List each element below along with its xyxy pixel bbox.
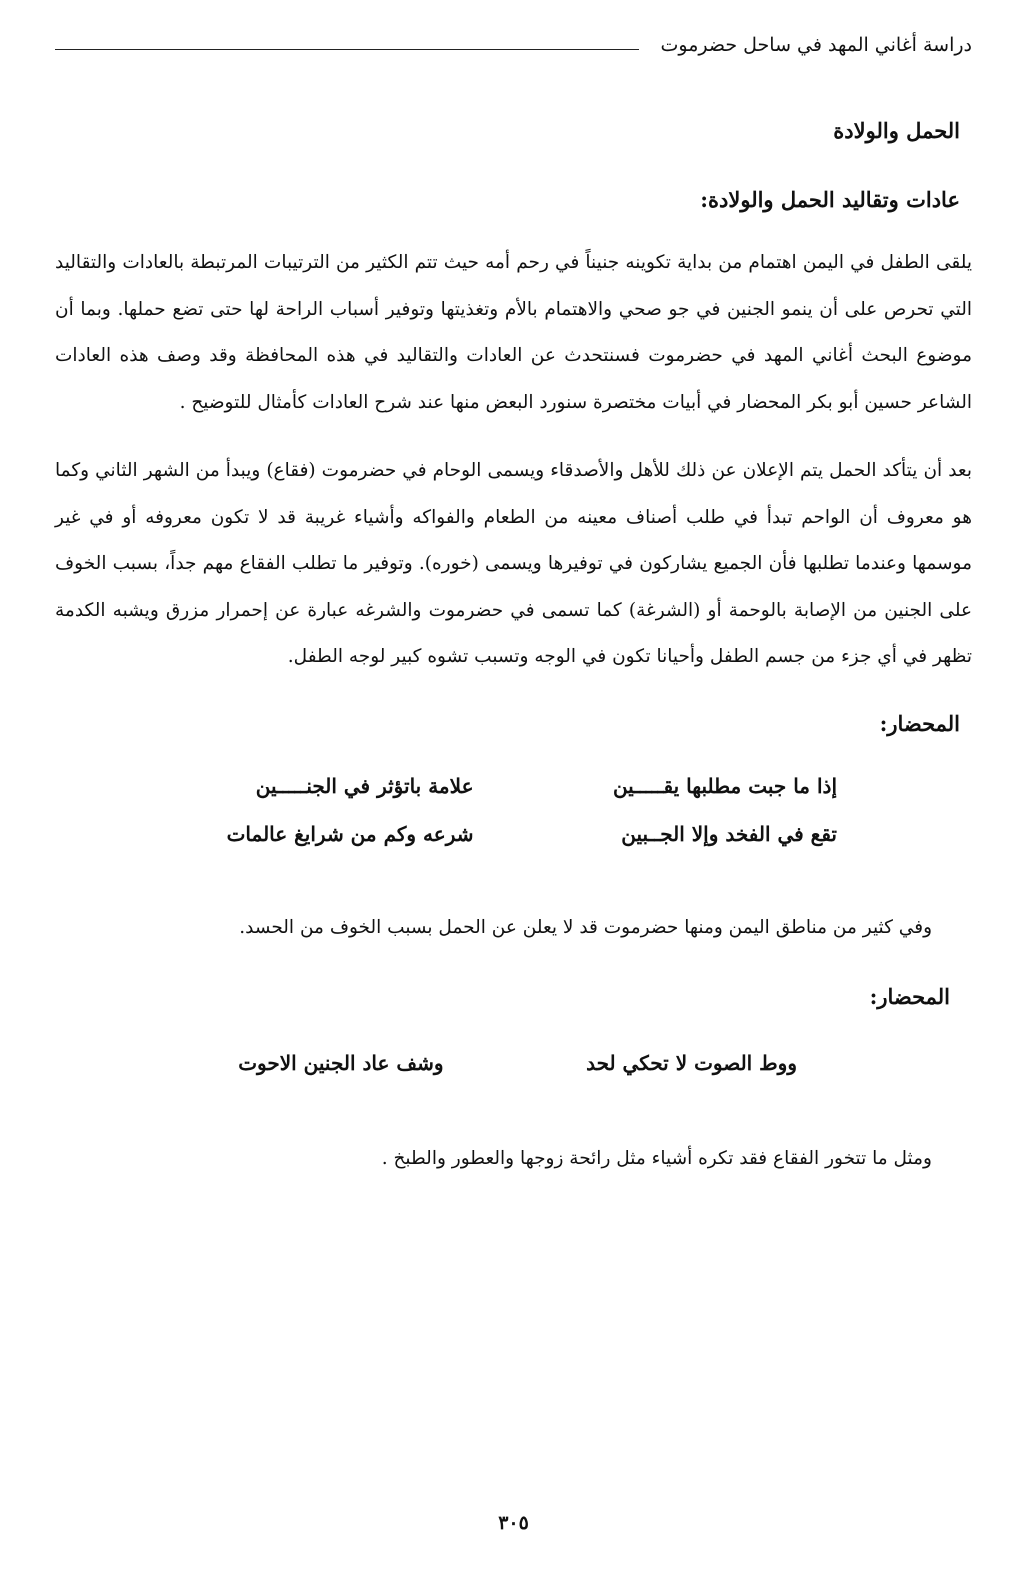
verse-row: [55, 762, 972, 810]
subsection-title: عادات وتقاليد الحمل والولادة:: [700, 187, 960, 212]
poem-1-verses: [55, 762, 972, 858]
verse-row: [55, 1039, 972, 1087]
poem-2-label: المحضار:: [869, 983, 950, 1009]
poem-2-verses: [55, 1039, 972, 1087]
verse-hemistich-first: ووط الصوت لا تحكي لحد: [586, 1050, 797, 1075]
header-rule: [55, 49, 639, 50]
running-title: دراسة أغاني المهد في ساحل حضرموت: [660, 34, 972, 56]
page-number: ٣٠٥: [498, 1512, 529, 1534]
verse-hemistich-second: علامة باتؤثر في الجنـــــين: [255, 773, 474, 798]
page-content: [55, 118, 972, 1179]
verse-hemistich-first: إذا ما جبت مطلبها يقـــــين: [612, 773, 837, 798]
running-header: [55, 30, 972, 60]
paragraph-3: وفي كثير من مناطق اليمن ومنها حضرموت قد لا يعلن عن الحمل بسبب الخوف من الحسد.: [239, 916, 932, 938]
verse-hemistich-second: وشف عاد الجنين الاحوت: [238, 1050, 444, 1075]
section-title: الحمل والولادة: [833, 118, 960, 143]
paragraph-2: بعد أن يتأكد الحمل يتم الإعلان عن ذلك للأهل والأصدقاء ويسمى الوحام في حضرموت (فقاع) ويبدأ من الشهر الثاني وكما هو معروف أن الواحم تبدأ في طلب أصناف معينه من الطعام والفواكه وأشياء غريبة قد لا تكون معروفه أو في غير موسمها وعندما تطلبها فأن الجميع يشاركون في توفيرها ويسمى (خوره). وتوفير ما تطلب الفقاع مهم جداً، بسبب الخوف على الجنين من الإصابة بالوحمة أو (الشرغة) كما تسمى في حضرموت والشرغه عبارة عن إحمرار مزرق ويشبه الكدمة تظهر في أي جزء من جسم الطفل وأحيانا تكون في الوجه وتسبب تشوه كبير لوجه الطفل.: [55, 460, 972, 667]
verse-hemistich-second: شرعه وكم من شرايغ عالمات: [226, 821, 474, 846]
verse-hemistich-first: تقع في الفخد وإلا الجــبين: [621, 821, 837, 846]
verse-row: [55, 810, 972, 858]
paragraph-1: يلقى الطفل في اليمن اهتمام من بداية تكوينه جنيناً في رحم أمه حيث تتم الكثير من الترتيبات المرتبطة بالعادات والتقاليد التي تحرص على أن ينمو الجنين في جو صحي والاهتمام بالأم وتغذيتها وتوفير أسباب الراحة لها حتى تضع حملها. وبما أن موضوع البحث أغاني المهد في حضرموت فسنتحدث عن العادات والتقاليد في هذه المحافظة وقد وصف هذه العادات الشاعر حسين أبو بكر المحضار في أبيات مختصرة سنورد البعض منها عند شرح العادات كأمثال للتوضيح .: [55, 252, 972, 413]
paragraph-4: ومثل ما تتخور الفقاع فقد تكره أشياء مثل رائحة زوجها والعطور والطبخ .: [381, 1147, 932, 1169]
poem-1-label: المحضار:: [879, 710, 960, 736]
